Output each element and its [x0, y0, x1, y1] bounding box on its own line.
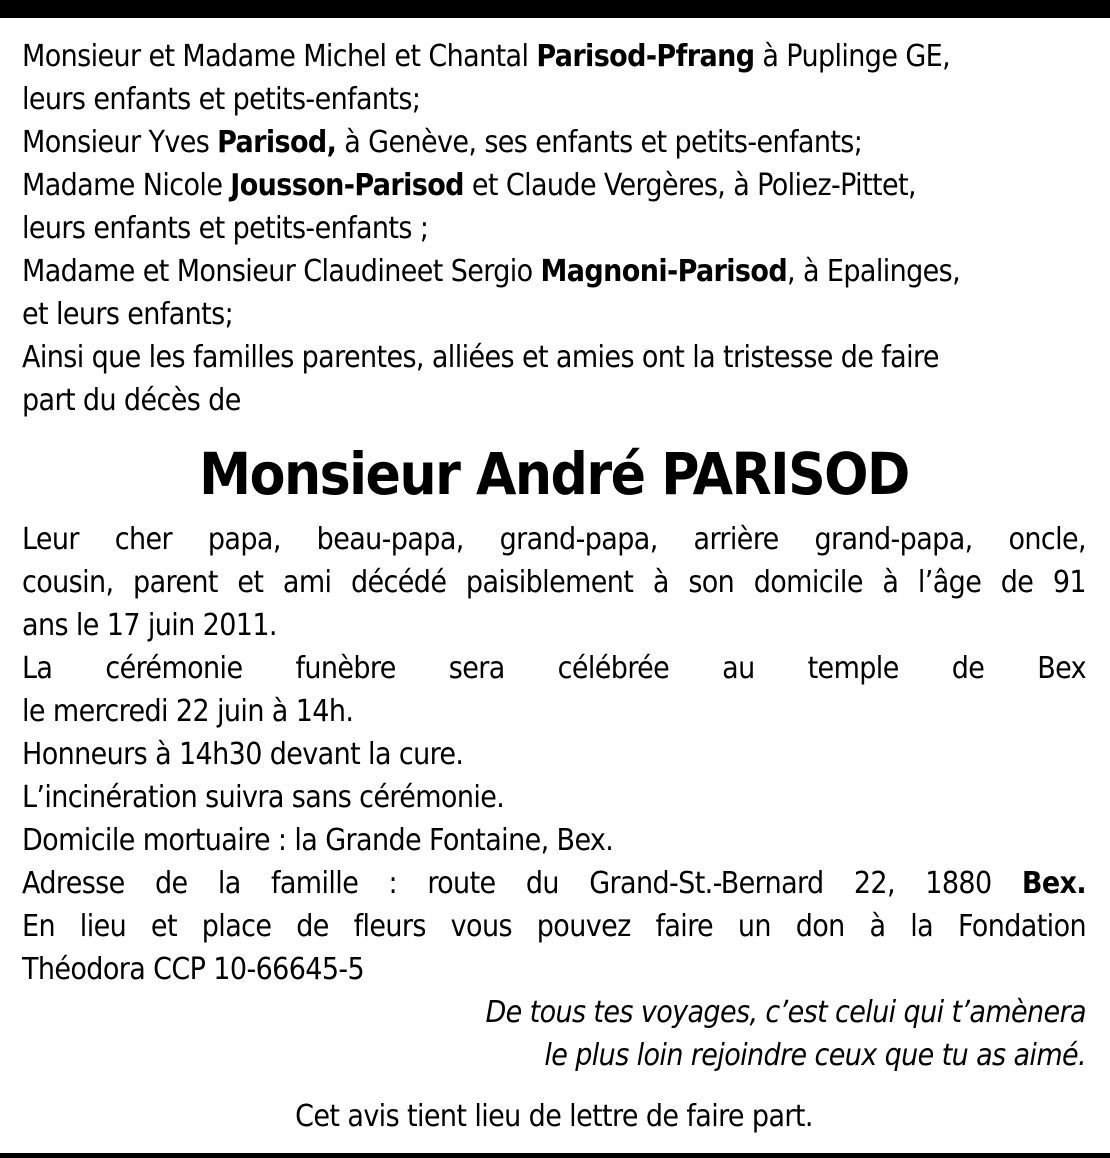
tribute-line-2: cousin, parent et ami décédé paisiblement à son domicile à l’âge de 91	[22, 565, 1086, 600]
announcement-line-2: part du décès de	[22, 383, 241, 418]
family-2-prefix: Monsieur Yves	[22, 125, 218, 160]
family-2-name: Parisod,	[217, 125, 337, 160]
quote-line-2: le plus loin rejoindre ceux que tu as aimé.	[544, 1038, 1086, 1073]
ceremony-line-2: le mercredi 22 juin à 14h.	[22, 694, 354, 729]
family-address-line	[22, 862, 1086, 905]
tribute-line-3: ans le 17 juin 2011.	[22, 608, 277, 643]
family-1-prefix: Monsieur et Madame Michel et Chantal	[22, 39, 537, 74]
announcement-line-1: Ainsi que les familles parentes, alliées et amies ont la tristesse de faire	[22, 340, 939, 375]
family-4-name: Magnoni-Parisod	[540, 254, 788, 289]
top-border-rule	[0, 0, 1110, 18]
family-1-location: à Puplinge GE,	[754, 39, 951, 74]
family-line-2: leurs enfants et petits-enfants;	[22, 82, 421, 117]
family-1-name: Parisod-Pfrang	[536, 39, 755, 74]
donation-line-1: En lieu et place de fleurs vous pouvez faire un don à la Fondation	[22, 909, 1086, 944]
family-line-6	[22, 250, 1086, 293]
footer-note: Cet avis tient lieu de lettre de faire part.	[295, 1099, 813, 1134]
family-line-1	[22, 35, 1086, 78]
tribute-line-1: Leur cher papa, beau-papa, grand-papa, arrière grand-papa, oncle,	[22, 522, 1086, 557]
donation-line-2: Théodora CCP 10-66645-5	[22, 952, 365, 987]
family-3-location: et Claude Vergères, à Poliez-Pittet,	[463, 168, 916, 203]
family-3-name: Jousson-Parisod	[230, 168, 464, 203]
obituary-notice	[22, 35, 1086, 1138]
family-2-location: à Genève, ses enfants et petits-enfants;	[336, 125, 863, 160]
family-address-town: Bex.	[1021, 866, 1086, 901]
family-3-prefix: Madame Nicole	[22, 168, 231, 203]
honours-line: Honneurs à 14h30 devant la cure.	[22, 737, 464, 772]
family-line-3	[22, 121, 1086, 164]
family-4-location: , à Epalinges,	[787, 254, 961, 289]
deceased-name: Monsieur André PARISOD	[199, 440, 909, 508]
family-4-prefix: Madame et Monsieur Claudineet Sergio	[22, 254, 541, 289]
family-address-text: Adresse de la famille : route du Grand-St.-Bernard 22, 1880	[22, 866, 1022, 901]
bottom-border-rule	[0, 1153, 1110, 1158]
incineration-line: L’incinération suivra sans cérémonie.	[22, 780, 505, 815]
family-line-7: et leurs enfants;	[22, 297, 234, 332]
family-line-4	[22, 164, 1086, 207]
family-line-5: leurs enfants et petits-enfants ;	[22, 211, 429, 246]
domicile-line: Domicile mortuaire : la Grande Fontaine, Bex.	[22, 823, 614, 858]
ceremony-line-1: La cérémonie funèbre sera célébrée au temple de Bex	[22, 651, 1086, 686]
quote-line-1: De tous tes voyages, c’est celui qui t’amènera	[485, 995, 1086, 1030]
